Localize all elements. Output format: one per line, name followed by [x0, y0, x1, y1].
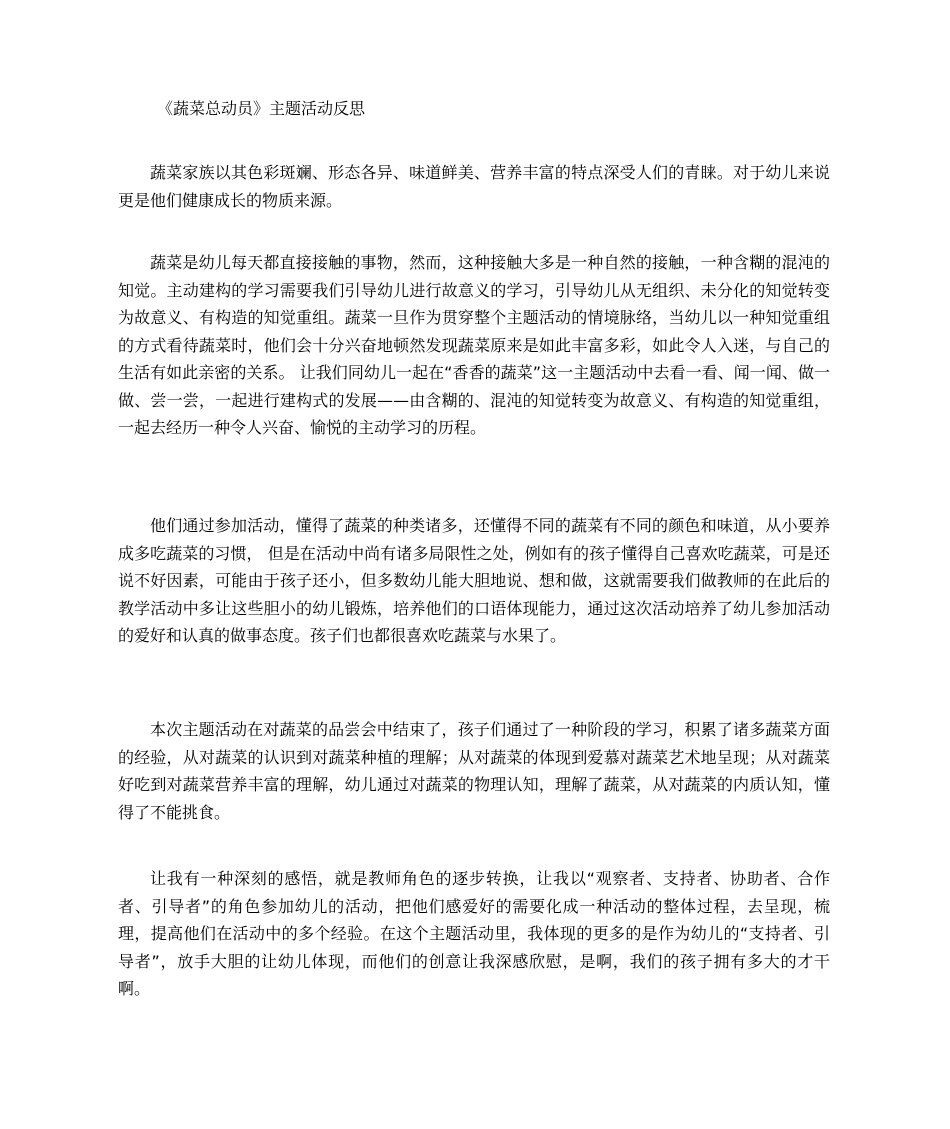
- paragraph-conclusion: 本次主题活动在对蔬菜的品尝会中结束了，孩子们通过了一种阶段的学习，积累了诸多蔬菜方面的经验，从对蔬菜的认识到对蔬菜种植的理解；从对蔬菜的体现到爱慕对蔬菜艺术地呈现；从对蔬菜好吃到对蔬菜营养丰富的理解，幼儿通过对蔬菜的物理认知，理解了蔬菜，从对蔬菜的内质认知，懂得了不能挑食。: [118, 720, 830, 822]
- paragraph-learning: 蔬菜是幼儿每天都直接接触的事物，然而，这种接触大多是一种自然的接触，一种含糊的混沌的知觉。主动建构的学习需要我们引导幼儿进行故意义的学习，引导幼儿从无组织、未分化的知觉转变为故意义、有构造的知觉重组。蔬菜一旦作为贯穿整个主题活动的情境脉络，当幼儿以一种知觉重组的方式看待蔬菜时，他们会十分兴奋地顿然发现蔬菜原来是如此丰富多彩，如此令人入迷，与自己的生活有如此亲密的关系。 让我们同幼儿一起在“香香的蔬菜”这一主题活动中去看一看、闻一闻、做一做、尝一尝，一起进行建构式的发展——由含糊的、混沌的知觉转变为故意义、有构造的知觉重组，一起去经历一种令人兴奋、愉悦的主动学习的历程。: [118, 253, 830, 437]
- paragraph-intro: 蔬菜家族以其色彩斑斓、形态各异、味道鲜美、营养丰富的特点深受人们的青睐。对于幼儿来说更是他们健康成长的物质来源。: [118, 163, 830, 210]
- paragraph-reflection: 让我有一种深刻的感悟，就是教师角色的逐步转换，让我以“观察者、支持者、协助者、合作者、引导者”的角色参加幼儿的活动，把他们感爱好的需要化成一种活动的整体过程，去呈现，梳理，提高他们在活动中的多个经验。在这个主题活动里，我体现的更多的是作为幼儿的“支持者、引导者”，放手大胆的让幼儿体现，而他们的创意让我深感欣慰，是啊，我们的孩子拥有多大的才干啊。: [118, 869, 830, 998]
- paragraph-outcomes: 他们通过参加活动，懂得了蔬菜的种类诸多，还懂得不同的蔬菜有不同的颜色和味道，从小要养成多吃蔬菜的习惯， 但是在活动中尚有诸多局限性之处，例如有的孩子懂得自己喜欢吃蔬菜，可是还说不好因素，可能由于孩子还小，但多数幼儿能大胆地说、想和做，这就需要我们做教师的在此后的教学活动中多让这些胆小的幼儿锻炼，培养他们的口语体现能力，通过这次活动培养了幼儿参加活动的爱好和认真的做事态度。孩子们也都很喜欢吃蔬菜与水果了。: [118, 516, 830, 645]
- document-title: 《蔬菜总动员》主题活动反思: [157, 99, 366, 118]
